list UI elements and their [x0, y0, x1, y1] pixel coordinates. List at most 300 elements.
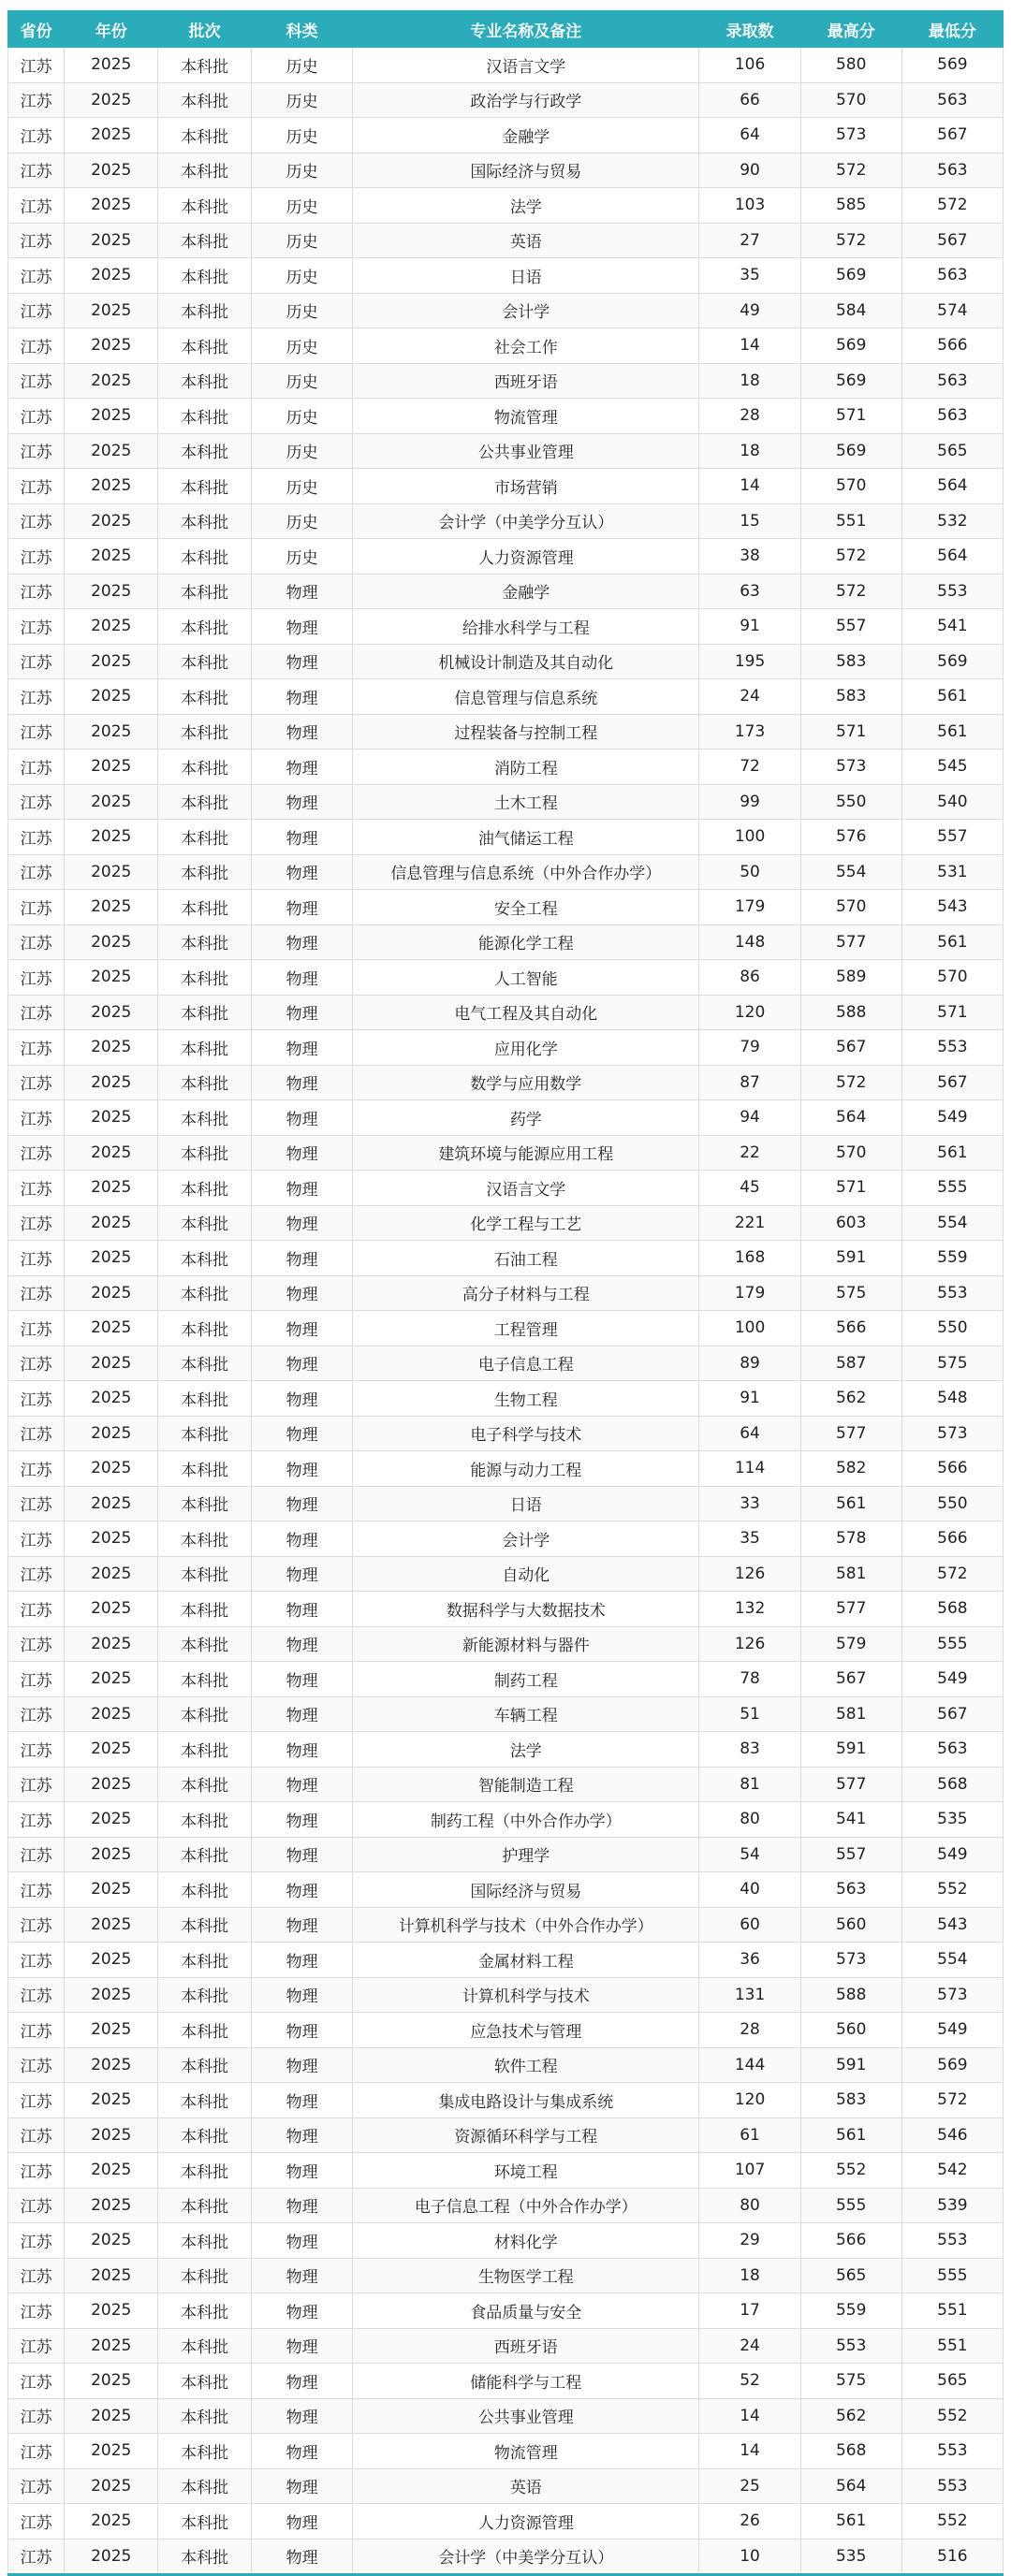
cell-admitted: 144: [699, 2047, 800, 2083]
cell-admitted: 100: [699, 820, 800, 855]
cell-province: 江苏: [8, 1696, 65, 1732]
cell-province: 江苏: [8, 890, 65, 925]
cell-province: 江苏: [8, 1030, 65, 1066]
cell-year: 2025: [65, 2504, 158, 2540]
table-row: [8, 1662, 1004, 1697]
cell-major: 法学: [353, 188, 699, 224]
cell-min-score: 564: [901, 539, 1003, 575]
cell-year: 2025: [65, 2434, 158, 2469]
cell-min-score: 561: [901, 714, 1003, 750]
cell-major: 会计学: [353, 1521, 699, 1557]
cell-max-score: 583: [800, 644, 901, 679]
cell-admitted: 79: [699, 1030, 800, 1066]
cell-max-score: 589: [800, 960, 901, 996]
cell-admitted: 126: [699, 1626, 800, 1662]
cell-province: 江苏: [8, 1135, 65, 1171]
cell-max-score: 575: [800, 2364, 901, 2399]
cell-year: 2025: [65, 784, 158, 820]
cell-province: 江苏: [8, 1416, 65, 1451]
cell-province: 江苏: [8, 1275, 65, 1311]
cell-admitted: 99: [699, 784, 800, 820]
cell-year: 2025: [65, 1135, 158, 1171]
cell-batch: 本科批: [158, 714, 252, 750]
cell-major: 资源循环科学与工程: [353, 2118, 699, 2153]
cell-subject: 历史: [252, 118, 353, 153]
cell-max-score: 581: [800, 1556, 901, 1592]
cell-province: 江苏: [8, 1521, 65, 1557]
table-row: [8, 2258, 1004, 2293]
cell-major: 材料化学: [353, 2223, 699, 2259]
cell-min-score: 550: [901, 1486, 1003, 1521]
cell-min-score: 573: [901, 1977, 1003, 2013]
cell-province: 江苏: [8, 503, 65, 539]
cell-batch: 本科批: [158, 644, 252, 679]
cell-major: 人力资源管理: [353, 539, 699, 575]
cell-major: 能源化学工程: [353, 924, 699, 960]
cell-max-score: 572: [800, 153, 901, 188]
cell-subject: 物理: [252, 1696, 353, 1732]
cell-max-score: 578: [800, 1521, 901, 1557]
cell-batch: 本科批: [158, 328, 252, 364]
cell-province: 江苏: [8, 223, 65, 258]
cell-batch: 本科批: [158, 2047, 252, 2083]
cell-batch: 本科批: [158, 293, 252, 328]
cell-year: 2025: [65, 1837, 158, 1872]
cell-major: 生物工程: [353, 1381, 699, 1417]
cell-max-score: 573: [800, 118, 901, 153]
cell-year: 2025: [65, 118, 158, 153]
cell-year: 2025: [65, 1205, 158, 1241]
cell-year: 2025: [65, 1662, 158, 1697]
cell-admitted: 91: [699, 1381, 800, 1417]
cell-major: 信息管理与信息系统: [353, 679, 699, 715]
cell-province: 江苏: [8, 1662, 65, 1697]
cell-province: 江苏: [8, 574, 65, 609]
cell-province: 江苏: [8, 1381, 65, 1417]
cell-year: 2025: [65, 750, 158, 785]
cell-subject: 物理: [252, 1100, 353, 1136]
cell-min-score: 557: [901, 820, 1003, 855]
cell-min-score: 553: [901, 1030, 1003, 1066]
cell-max-score: 559: [800, 2293, 901, 2329]
cell-province: 江苏: [8, 1205, 65, 1241]
cell-max-score: 553: [800, 2328, 901, 2364]
cell-province: 江苏: [8, 1100, 65, 1136]
cell-batch: 本科批: [158, 1977, 252, 2013]
cell-min-score: 567: [901, 223, 1003, 258]
cell-year: 2025: [65, 1767, 158, 1802]
cell-major: 计算机科学与技术（中外合作办学）: [353, 1907, 699, 1943]
cell-subject: 物理: [252, 1977, 353, 2013]
cell-batch: 本科批: [158, 784, 252, 820]
cell-max-score: 554: [800, 854, 901, 890]
cell-subject: 历史: [252, 433, 353, 469]
cell-major: 信息管理与信息系统（中外合作办学）: [353, 854, 699, 890]
header-major: 专业名称及备注: [353, 11, 699, 48]
table-row: [8, 679, 1004, 715]
cell-subject: 物理: [252, 2153, 353, 2189]
cell-admitted: 25: [699, 2468, 800, 2504]
cell-year: 2025: [65, 1171, 158, 1206]
cell-batch: 本科批: [158, 1626, 252, 1662]
table-row: [8, 1065, 1004, 1100]
cell-batch: 本科批: [158, 1416, 252, 1451]
table-row: [8, 854, 1004, 890]
cell-min-score: 553: [901, 2434, 1003, 2469]
cell-major: 政治学与行政学: [353, 82, 699, 118]
cell-subject: 物理: [252, 644, 353, 679]
cell-min-score: 541: [901, 609, 1003, 645]
cell-batch: 本科批: [158, 118, 252, 153]
cell-major: 食品质量与安全: [353, 2293, 699, 2329]
cell-subject: 物理: [252, 1346, 353, 1381]
cell-major: 日语: [353, 258, 699, 294]
cell-batch: 本科批: [158, 2013, 252, 2048]
cell-min-score: 516: [901, 2539, 1003, 2575]
cell-admitted: 81: [699, 1767, 800, 1802]
cell-subject: 历史: [252, 539, 353, 575]
cell-admitted: 14: [699, 2398, 800, 2434]
cell-max-score: 572: [800, 223, 901, 258]
cell-year: 2025: [65, 2013, 158, 2048]
header-subject: 科类: [252, 11, 353, 48]
cell-max-score: 555: [800, 2188, 901, 2223]
cell-batch: 本科批: [158, 82, 252, 118]
table-row: [8, 1521, 1004, 1557]
cell-year: 2025: [65, 1556, 158, 1592]
cell-province: 江苏: [8, 1592, 65, 1627]
cell-major: 建筑环境与能源应用工程: [353, 1135, 699, 1171]
cell-max-score: 572: [800, 539, 901, 575]
cell-province: 江苏: [8, 750, 65, 785]
cell-max-score: 557: [800, 609, 901, 645]
cell-year: 2025: [65, 1872, 158, 1908]
cell-major: 物流管理: [353, 2434, 699, 2469]
cell-admitted: 50: [699, 854, 800, 890]
cell-province: 江苏: [8, 854, 65, 890]
cell-major: 石油工程: [353, 1241, 699, 1276]
table-row: [8, 153, 1004, 188]
cell-year: 2025: [65, 1696, 158, 1732]
cell-province: 江苏: [8, 328, 65, 364]
cell-province: 江苏: [8, 644, 65, 679]
cell-admitted: 18: [699, 2258, 800, 2293]
cell-admitted: 18: [699, 433, 800, 469]
cell-max-score: 561: [800, 1486, 901, 1521]
cell-min-score: 553: [901, 1275, 1003, 1311]
cell-subject: 物理: [252, 2398, 353, 2434]
cell-max-score: 585: [800, 188, 901, 224]
cell-admitted: 173: [699, 714, 800, 750]
cell-year: 2025: [65, 1451, 158, 1487]
cell-min-score: 554: [901, 1205, 1003, 1241]
cell-max-score: 569: [800, 433, 901, 469]
cell-batch: 本科批: [158, 188, 252, 224]
cell-admitted: 29: [699, 2223, 800, 2259]
cell-province: 江苏: [8, 2504, 65, 2540]
cell-admitted: 63: [699, 574, 800, 609]
cell-min-score: 553: [901, 2223, 1003, 2259]
cell-batch: 本科批: [158, 2539, 252, 2575]
cell-province: 江苏: [8, 2293, 65, 2329]
cell-year: 2025: [65, 188, 158, 224]
cell-batch: 本科批: [158, 679, 252, 715]
cell-min-score: 569: [901, 48, 1003, 83]
cell-province: 江苏: [8, 1556, 65, 1592]
cell-year: 2025: [65, 2223, 158, 2259]
cell-max-score: 560: [800, 2013, 901, 2048]
cell-batch: 本科批: [158, 2328, 252, 2364]
header-min-score: 最低分: [901, 11, 1003, 48]
cell-min-score: 552: [901, 2398, 1003, 2434]
cell-min-score: 551: [901, 2293, 1003, 2329]
cell-admitted: 80: [699, 2188, 800, 2223]
cell-province: 江苏: [8, 258, 65, 294]
cell-min-score: 549: [901, 2013, 1003, 2048]
cell-min-score: 563: [901, 82, 1003, 118]
cell-major: 汉语言文学: [353, 1171, 699, 1206]
cell-max-score: 560: [800, 1907, 901, 1943]
cell-min-score: 545: [901, 750, 1003, 785]
table-body: [8, 48, 1004, 2575]
cell-admitted: 35: [699, 1521, 800, 1557]
table-row: [8, 1205, 1004, 1241]
cell-min-score: 563: [901, 1732, 1003, 1768]
table-row: [8, 784, 1004, 820]
cell-province: 江苏: [8, 1767, 65, 1802]
cell-major: 社会工作: [353, 328, 699, 364]
cell-min-score: 566: [901, 328, 1003, 364]
cell-year: 2025: [65, 1241, 158, 1276]
table-row: [8, 2013, 1004, 2048]
cell-batch: 本科批: [158, 433, 252, 469]
cell-major: 会计学: [353, 293, 699, 328]
cell-max-score: 572: [800, 574, 901, 609]
cell-max-score: 569: [800, 328, 901, 364]
cell-admitted: 27: [699, 223, 800, 258]
cell-batch: 本科批: [158, 1311, 252, 1346]
cell-admitted: 86: [699, 960, 800, 996]
cell-subject: 历史: [252, 223, 353, 258]
cell-province: 江苏: [8, 1802, 65, 1838]
cell-province: 江苏: [8, 1837, 65, 1872]
cell-max-score: 577: [800, 1592, 901, 1627]
cell-min-score: 555: [901, 2258, 1003, 2293]
cell-province: 江苏: [8, 2539, 65, 2575]
cell-admitted: 38: [699, 539, 800, 575]
cell-min-score: 548: [901, 1381, 1003, 1417]
cell-province: 江苏: [8, 1626, 65, 1662]
table-row: [8, 1275, 1004, 1311]
cell-major: 安全工程: [353, 890, 699, 925]
cell-major: 消防工程: [353, 750, 699, 785]
cell-max-score: 568: [800, 2434, 901, 2469]
cell-batch: 本科批: [158, 539, 252, 575]
cell-subject: 物理: [252, 1381, 353, 1417]
cell-batch: 本科批: [158, 2398, 252, 2434]
cell-admitted: 10: [699, 2539, 800, 2575]
cell-year: 2025: [65, 644, 158, 679]
cell-admitted: 87: [699, 1065, 800, 1100]
table-row: [8, 574, 1004, 609]
cell-admitted: 120: [699, 995, 800, 1030]
cell-major: 药学: [353, 1100, 699, 1136]
cell-admitted: 100: [699, 1311, 800, 1346]
table-row: [8, 2083, 1004, 2118]
cell-province: 江苏: [8, 679, 65, 715]
cell-max-score: 576: [800, 820, 901, 855]
cell-subject: 物理: [252, 1802, 353, 1838]
cell-batch: 本科批: [158, 1171, 252, 1206]
cell-max-score: 567: [800, 1030, 901, 1066]
cell-province: 江苏: [8, 820, 65, 855]
cell-province: 江苏: [8, 714, 65, 750]
table-row: [8, 2223, 1004, 2259]
cell-major: 数学与应用数学: [353, 1065, 699, 1100]
table-row: [8, 1451, 1004, 1487]
table-row: [8, 2153, 1004, 2189]
cell-min-score: 561: [901, 924, 1003, 960]
cell-admitted: 26: [699, 2504, 800, 2540]
cell-batch: 本科批: [158, 1592, 252, 1627]
cell-min-score: 565: [901, 433, 1003, 469]
table-row: [8, 1311, 1004, 1346]
table-row: [8, 2504, 1004, 2540]
table-row: [8, 1943, 1004, 1978]
table-row: [8, 2293, 1004, 2329]
cell-max-score: 579: [800, 1626, 901, 1662]
cell-subject: 物理: [252, 2364, 353, 2399]
table-row: [8, 750, 1004, 785]
cell-max-score: 570: [800, 890, 901, 925]
cell-max-score: 562: [800, 1381, 901, 1417]
cell-admitted: 80: [699, 1802, 800, 1838]
cell-year: 2025: [65, 363, 158, 399]
cell-admitted: 17: [699, 2293, 800, 2329]
cell-subject: 物理: [252, 609, 353, 645]
cell-batch: 本科批: [158, 1451, 252, 1487]
table-row: [8, 223, 1004, 258]
cell-min-score: 566: [901, 1521, 1003, 1557]
cell-major: 环境工程: [353, 2153, 699, 2189]
table-row: [8, 1486, 1004, 1521]
cell-year: 2025: [65, 960, 158, 996]
cell-year: 2025: [65, 1521, 158, 1557]
table-row: [8, 399, 1004, 434]
cell-admitted: 36: [699, 1943, 800, 1978]
cell-major: 法学: [353, 1732, 699, 1768]
cell-batch: 本科批: [158, 2153, 252, 2189]
cell-max-score: 570: [800, 82, 901, 118]
cell-province: 江苏: [8, 153, 65, 188]
cell-major: 汉语言文学: [353, 48, 699, 83]
cell-major: 智能制造工程: [353, 1767, 699, 1802]
cell-province: 江苏: [8, 924, 65, 960]
cell-year: 2025: [65, 399, 158, 434]
cell-major: 高分子材料与工程: [353, 1275, 699, 1311]
cell-subject: 历史: [252, 503, 353, 539]
cell-subject: 物理: [252, 1732, 353, 1768]
cell-subject: 物理: [252, 2223, 353, 2259]
cell-province: 江苏: [8, 609, 65, 645]
cell-year: 2025: [65, 293, 158, 328]
cell-admitted: 89: [699, 1346, 800, 1381]
cell-province: 江苏: [8, 1065, 65, 1100]
cell-batch: 本科批: [158, 48, 252, 83]
cell-max-score: 573: [800, 750, 901, 785]
table-row: [8, 2539, 1004, 2575]
cell-max-score: 557: [800, 1837, 901, 1872]
cell-batch: 本科批: [158, 1802, 252, 1838]
cell-major: 油气储运工程: [353, 820, 699, 855]
cell-min-score: 549: [901, 1100, 1003, 1136]
cell-subject: 物理: [252, 2293, 353, 2329]
cell-major: 电气工程及其自动化: [353, 995, 699, 1030]
table-header: [8, 11, 1004, 48]
cell-province: 江苏: [8, 2364, 65, 2399]
cell-major: 计算机科学与技术: [353, 1977, 699, 2013]
table-row: [8, 2118, 1004, 2153]
cell-year: 2025: [65, 1100, 158, 1136]
cell-subject: 物理: [252, 1205, 353, 1241]
cell-admitted: 24: [699, 679, 800, 715]
cell-subject: 物理: [252, 2328, 353, 2364]
cell-subject: 物理: [252, 2188, 353, 2223]
cell-province: 江苏: [8, 2223, 65, 2259]
cell-admitted: 28: [699, 399, 800, 434]
cell-year: 2025: [65, 1592, 158, 1627]
cell-major: 市场营销: [353, 469, 699, 504]
cell-province: 江苏: [8, 1732, 65, 1768]
cell-batch: 本科批: [158, 1872, 252, 1908]
cell-year: 2025: [65, 503, 158, 539]
table-row: [8, 2398, 1004, 2434]
cell-admitted: 148: [699, 924, 800, 960]
cell-year: 2025: [65, 153, 158, 188]
cell-batch: 本科批: [158, 924, 252, 960]
table-row: [8, 188, 1004, 224]
table-row: [8, 1837, 1004, 1872]
cell-min-score: 566: [901, 1451, 1003, 1487]
cell-batch: 本科批: [158, 2188, 252, 2223]
cell-admitted: 90: [699, 153, 800, 188]
table-row: [8, 714, 1004, 750]
cell-max-score: 564: [800, 2468, 901, 2504]
header-province: 省份: [8, 11, 65, 48]
cell-admitted: 72: [699, 750, 800, 785]
cell-admitted: 28: [699, 2013, 800, 2048]
cell-min-score: 555: [901, 1626, 1003, 1662]
table-row: [8, 2364, 1004, 2399]
cell-year: 2025: [65, 1802, 158, 1838]
cell-max-score: 587: [800, 1346, 901, 1381]
cell-major: 土木工程: [353, 784, 699, 820]
cell-major: 人工智能: [353, 960, 699, 996]
header-admitted: 录取数: [699, 11, 800, 48]
cell-province: 江苏: [8, 2083, 65, 2118]
table-row: [8, 1100, 1004, 1136]
cell-major: 应急技术与管理: [353, 2013, 699, 2048]
cell-major: 新能源材料与器件: [353, 1626, 699, 1662]
cell-admitted: 91: [699, 609, 800, 645]
cell-max-score: 562: [800, 2398, 901, 2434]
cell-year: 2025: [65, 2083, 158, 2118]
cell-year: 2025: [65, 924, 158, 960]
cell-min-score: 563: [901, 258, 1003, 294]
cell-admitted: 83: [699, 1732, 800, 1768]
cell-year: 2025: [65, 2398, 158, 2434]
cell-year: 2025: [65, 1943, 158, 1978]
